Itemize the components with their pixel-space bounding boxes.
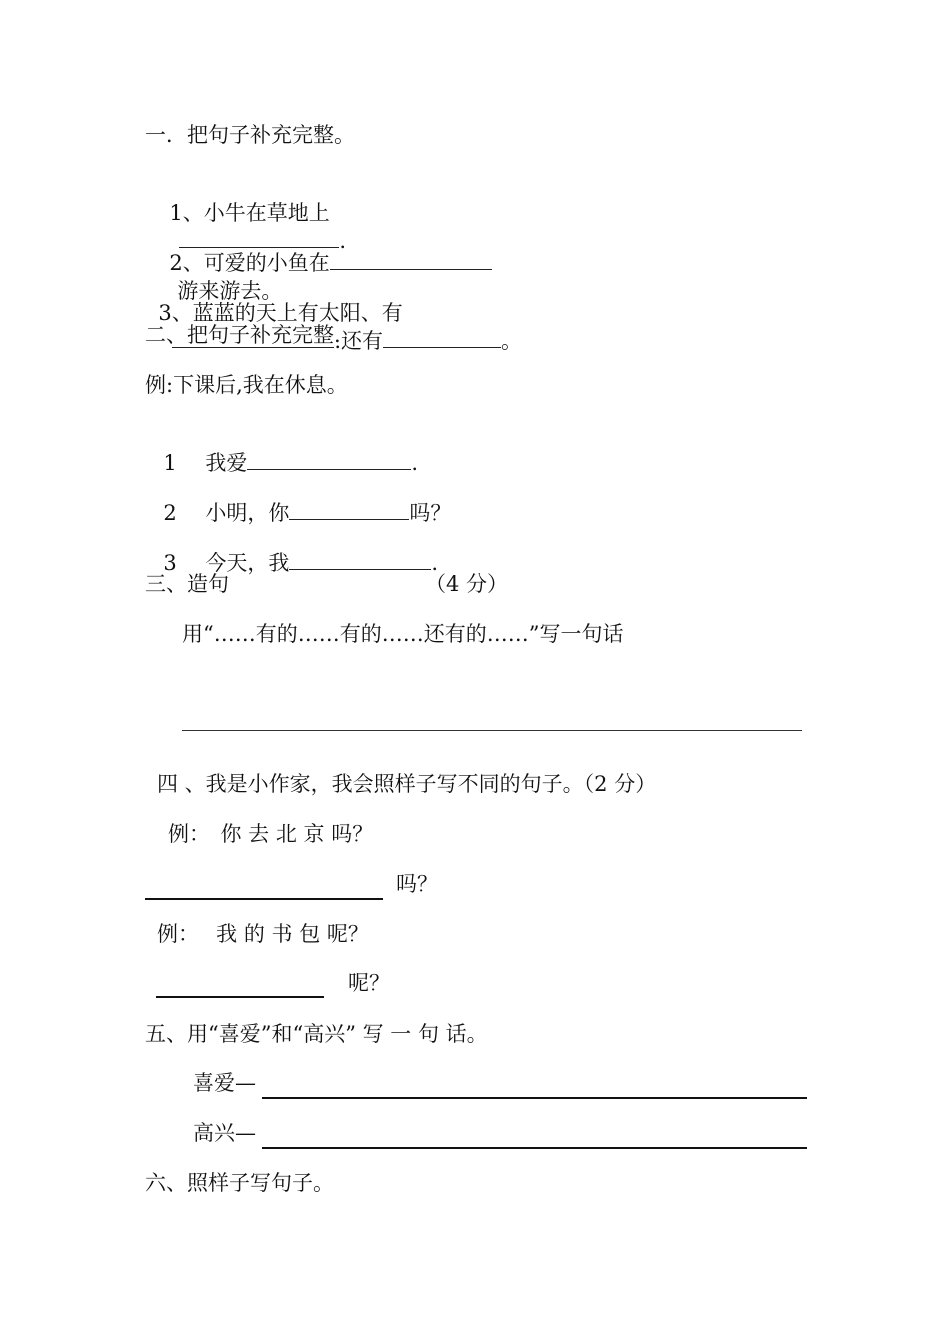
s4-example-2: 例： 我 的 书 包 呢？ — [157, 922, 369, 946]
s2-i2-end: 吗？ — [409, 501, 452, 525]
s1-q2-blank[interactable] — [330, 249, 492, 270]
s2-item-2 — [150, 471, 451, 527]
s3-prompt: 用“……有的……有的……还有的……”写一句话 — [182, 622, 624, 646]
section-3-heading: 三、造句 — [145, 572, 229, 596]
s4-example-1: 例： 你 去 北 京 吗？ — [168, 822, 374, 846]
s5-answer-line-2[interactable] — [262, 1147, 807, 1149]
s4-suffix-1: 吗？ — [396, 872, 438, 896]
s2-item-1 — [150, 421, 418, 477]
s2-i3-text: 今天，我 — [205, 551, 290, 575]
s3-answer-line[interactable] — [182, 730, 802, 731]
s2-i2-text: 小明，你 — [205, 501, 290, 525]
s5-word-2: 高兴— — [193, 1121, 256, 1145]
s2-i3-end: . — [431, 551, 439, 575]
s4-answer-line-1[interactable] — [145, 898, 383, 900]
s2-i3-num: 3 — [163, 551, 177, 575]
s1-q3-blank-2[interactable] — [383, 327, 501, 348]
s1-q2-end: 游来游去。 — [177, 279, 283, 303]
s1-q3-end: 。 — [501, 329, 523, 353]
s1-q1-text: 1、小牛在草地上 — [169, 201, 330, 225]
s5-answer-line-1[interactable] — [262, 1097, 807, 1099]
s5-word-1: 喜爱— — [193, 1071, 256, 1095]
section-5-heading: 五、用“喜爱”和“高兴” 写 一 句 话。 — [145, 1022, 488, 1046]
section-6-heading: 六、照样子写句子。 — [145, 1171, 334, 1195]
s1-q1-end: . — [339, 229, 347, 253]
s2-i1-end: . — [411, 451, 419, 475]
s1-q3-text: 3、蓝蓝的天上有太阳、有 — [158, 301, 403, 325]
s1-q3-mid: .还有 — [334, 329, 384, 353]
s2-example: 例:下课后,我在休息。 — [145, 373, 348, 397]
s2-i2-blank[interactable] — [289, 499, 409, 520]
s2-i1-blank[interactable] — [247, 449, 411, 470]
s2-i3-blank[interactable] — [289, 549, 431, 570]
section-1-heading: 一．把句子补充完整。 — [145, 123, 355, 147]
s3-score: （4 分） — [425, 572, 509, 596]
s2-i1-num: 1 — [163, 451, 177, 475]
section-4-heading: 四 、我是小作家，我会照样子写不同的句子。（2 分） — [157, 772, 657, 796]
s2-i1-text: 我爱 — [205, 451, 248, 475]
s2-item-3 — [150, 521, 438, 577]
s4-suffix-2: 呢？ — [348, 971, 390, 995]
section-2-heading: 二、把句子补充完整. — [145, 323, 341, 347]
s2-i2-num: 2 — [163, 501, 177, 525]
s1-q2-text: 2、可爱的小鱼在 — [169, 251, 330, 275]
s4-answer-line-2[interactable] — [156, 996, 324, 998]
